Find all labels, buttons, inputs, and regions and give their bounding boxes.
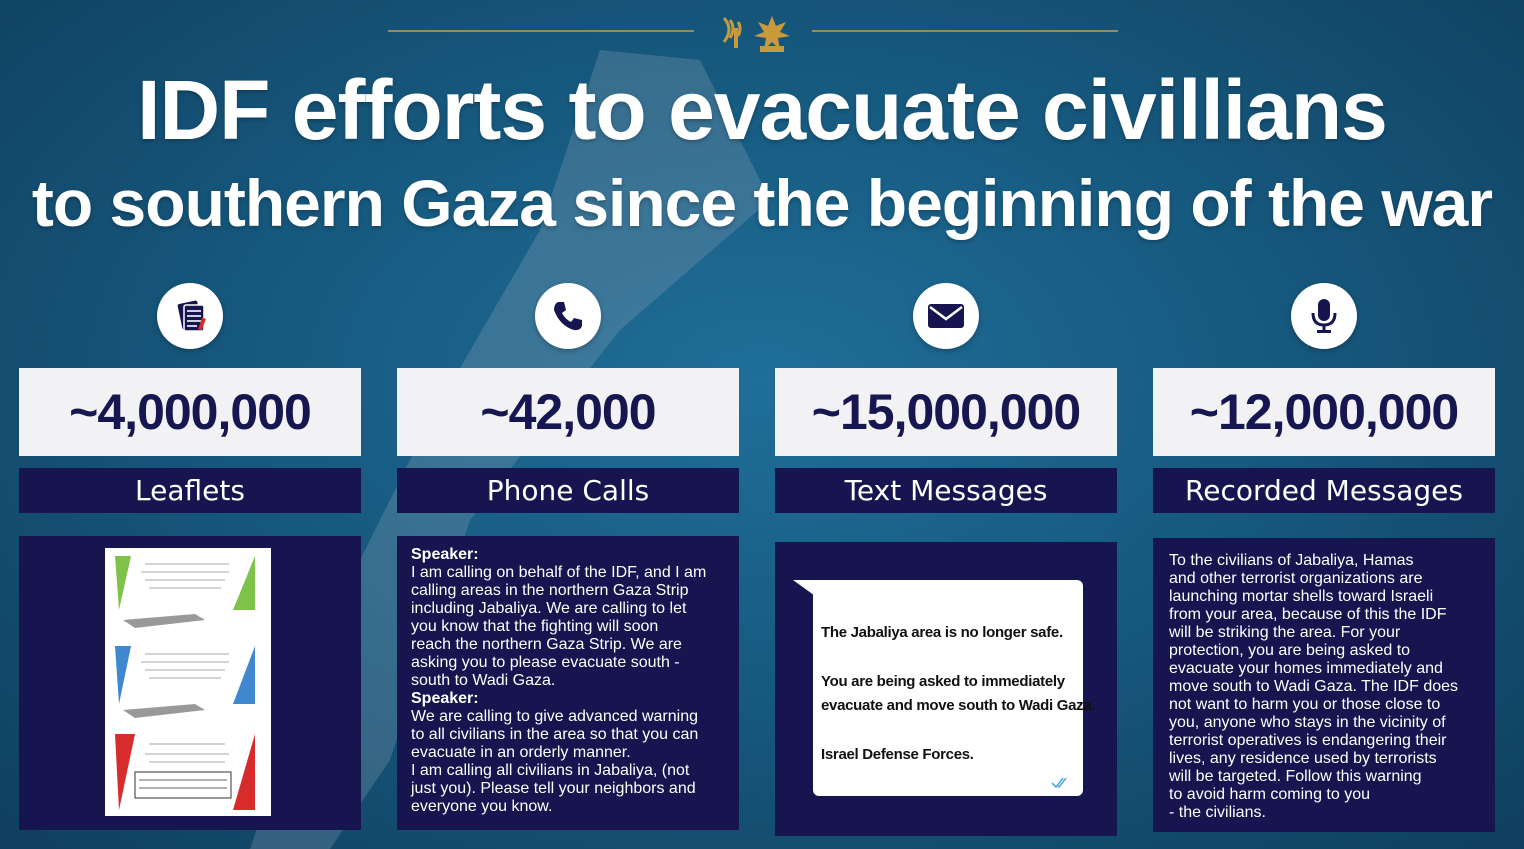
recorded-line: will be targeted. Follow this warning: [1169, 768, 1422, 785]
sms-line: You are being asked to immediately: [821, 673, 1065, 690]
recorded-line: evacuate your homes immediately and: [1169, 660, 1443, 677]
leaflet-panel: [19, 536, 361, 830]
stat-value-phone-calls: ~42,000: [397, 368, 739, 456]
stat-value-recorded-messages: ~12,000,000: [1153, 368, 1495, 456]
phone-call-panel: [397, 536, 739, 830]
speaker2-line: everyone you know.: [411, 798, 553, 815]
speaker1-line: asking you to please evacuate south -: [411, 654, 680, 671]
recorded-line: move south to Wadi Gaza. The IDF does: [1169, 678, 1459, 695]
speaker1-line: reach the northern Gaza Strip. We are: [411, 636, 682, 653]
recorded-message-text: [1169, 552, 1491, 822]
leaflet-icon: [157, 283, 223, 349]
stat-label-phone-calls: Phone Calls: [397, 468, 739, 513]
read-receipt-icon: [1051, 776, 1071, 788]
text-message-panel: [775, 542, 1117, 836]
recorded-line: protection, you are being asked to: [1169, 642, 1411, 659]
recorded-line: from your area, because of this the IDF: [1169, 606, 1447, 623]
speaker1-line: including Jabaliya. We are calling to let: [411, 600, 687, 617]
leaflet-image: [105, 548, 271, 816]
recorded-line: launching mortar shells toward Israeli: [1169, 588, 1434, 605]
text-message-bubble: [813, 580, 1096, 796]
stat-label-text-messages: Text Messages: [775, 468, 1117, 513]
speaker2-line: I am calling all civilians in Jabaliya, (not: [411, 762, 690, 779]
recorded-message-panel: [1153, 538, 1495, 832]
phone-call-script: [411, 546, 733, 816]
speaker1-line: calling areas in the northern Gaza Strip: [411, 582, 689, 599]
speaker2-line: evacuate in an orderly manner.: [411, 744, 631, 761]
recorded-line: terrorist operatives is endangering their: [1169, 732, 1447, 749]
envelope-icon: [913, 283, 979, 349]
page-title: IDF efforts to evacuate civillians: [137, 63, 1387, 157]
stat-label-leaflets: Leaflets: [19, 468, 361, 513]
speaker1-line: I am calling on behalf of the IDF, and I am: [411, 564, 707, 581]
speaker1-label: Speaker:: [411, 546, 479, 563]
recorded-line: and other terrorist organizations are: [1169, 570, 1423, 587]
recorded-line: not want to harm you or those close to: [1169, 696, 1441, 713]
sms-line: Israel Defense Forces.: [821, 746, 974, 763]
speaker2-line: to all civilians in the area so that you can: [411, 726, 699, 743]
top-rule-left: [388, 30, 694, 32]
speaker2-label: Speaker:: [411, 690, 479, 707]
recorded-line: you, anyone who stays in the vicinity of: [1169, 714, 1446, 731]
stat-label-recorded-messages: Recorded Messages: [1153, 468, 1495, 513]
phone-icon: [535, 283, 601, 349]
microphone-icon: [1291, 283, 1357, 349]
recorded-line: - the civilians.: [1169, 804, 1266, 821]
sms-line: The Jabaliya area is no longer safe.: [821, 624, 1063, 641]
speaker2-line: We are calling to give advanced warning: [411, 708, 698, 725]
stat-value-text-messages: ~15,000,000: [775, 368, 1117, 456]
recorded-line: lives, any residence used by terrorists: [1169, 750, 1437, 767]
stat-value-leaflets: ~4,000,000: [19, 368, 361, 456]
idf-emblem-icon: [716, 12, 796, 56]
page-subtitle: to southern Gaza since the beginning of the war: [31, 166, 1493, 240]
recorded-line: to avoid harm coming to you: [1169, 786, 1370, 803]
sms-line: evacuate and move south to Wadi Gaza.: [821, 697, 1096, 714]
speaker2-line: just you). Please tell your neighbors and: [411, 780, 696, 797]
speaker1-line: south to Wadi Gaza.: [411, 672, 556, 689]
speaker1-line: you know that the fighting will soon: [411, 618, 659, 635]
recorded-line: To the civilians of Jabaliya, Hamas: [1169, 552, 1414, 569]
top-rule-right: [812, 30, 1118, 32]
recorded-line: will be striking the area. For your: [1169, 624, 1401, 641]
